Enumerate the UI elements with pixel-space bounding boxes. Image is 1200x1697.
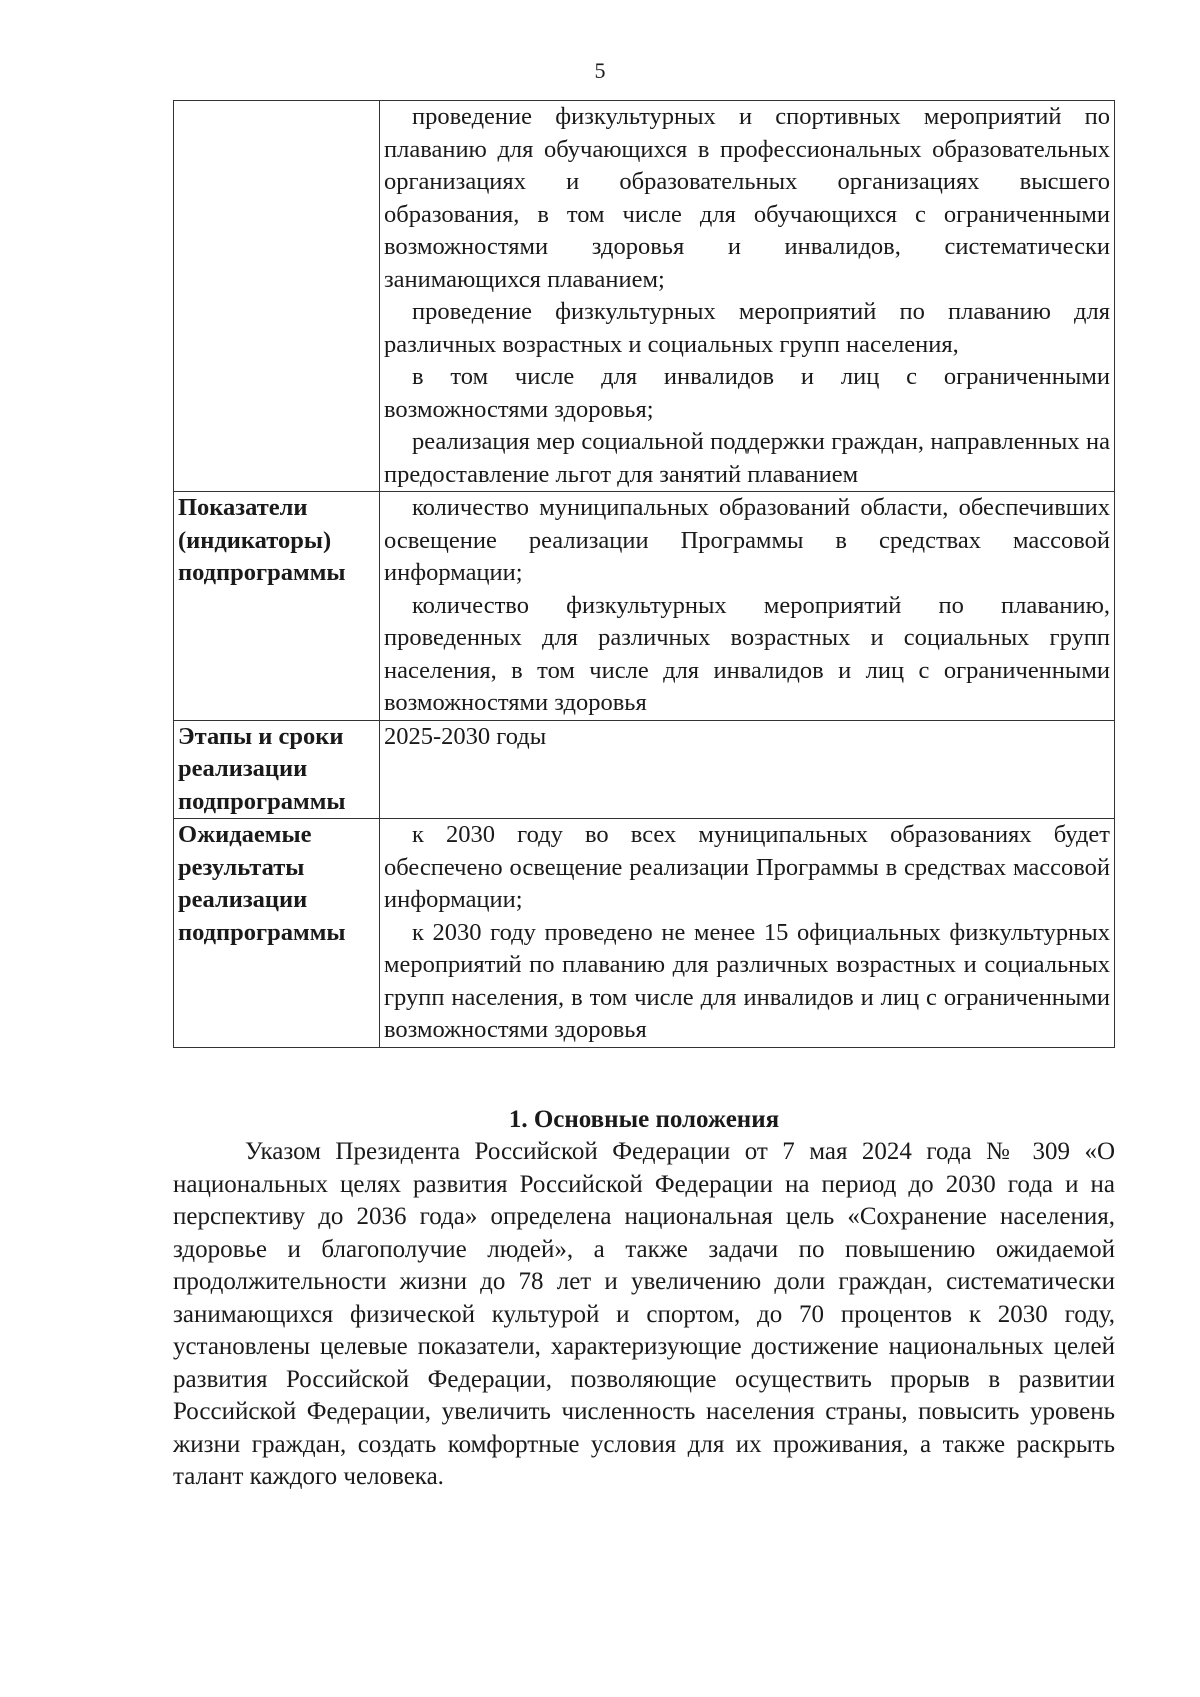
table-row-results bbox=[174, 819, 1115, 1048]
row-paragraph: количество муниципальных образований области, обеспечивших освещение реализации Программы в средствах массовой информации; bbox=[384, 494, 1110, 586]
subprogram-passport-table bbox=[173, 100, 1115, 1048]
row-label: Этапы и сроки реализации подпрограммы bbox=[174, 720, 380, 819]
row-value bbox=[380, 101, 1115, 492]
row-label: Ожидаемые результаты реализации подпрограммы bbox=[174, 819, 380, 1048]
row-label bbox=[174, 101, 380, 492]
section-heading: 1. Основные положения bbox=[508, 1106, 780, 1133]
main-provisions-section bbox=[173, 1103, 1115, 1494]
table-row-stages bbox=[174, 720, 1115, 819]
table-row-indicators bbox=[174, 492, 1115, 721]
row-paragraph: проведение физкультурных и спортивных мероприятий по плаванию для обучающихся в профессиональных образовательных организациях и образовательных организациях высшего образования, в том числе для обучающихся с ограниченными возможностями здоровья и инвалидов, систематически занимающихся плаванием; bbox=[384, 103, 1110, 293]
row-label: Показатели (индикаторы) подпрограммы bbox=[174, 492, 380, 721]
row-paragraph: 2025-2030 годы bbox=[384, 722, 547, 750]
section-paragraph: Указом Президента Российской Федерации от 7 мая 2024 года № 309 «О национальных целях развития Российской Федерации на период до 2030 года и на перспективу до 2036 года» определена национальная цель «Сохранение населения, здоровье и благополучие людей», а также задачи по повышению ожидаемой продолжительности жизни до 78 лет и увеличению доли граждан, систематически занимающихся физической культурой и спортом, до 70 процентов к 2030 году, установлены целевые показатели, характеризующие достижение национальных целей развития Российской Федерации, позволяющие осуществить прорыв в развитии Российской Федерации, увеличить численность населения страны, повысить уровень жизни граждан, создать комфортные условия для их проживания, а также раскрыть талант каждого человека. bbox=[173, 1138, 1115, 1490]
page-number: 5 bbox=[594, 58, 606, 83]
table-row-activities bbox=[174, 101, 1115, 492]
row-paragraph: количество физкультурных мероприятий по плаванию, проведенных для различных возрастных и социальных групп населения, в том числе для инвалидов и лиц с ограниченными возможностями здоровья bbox=[384, 591, 1110, 716]
row-value bbox=[380, 492, 1115, 721]
row-value bbox=[380, 720, 1115, 819]
row-value bbox=[380, 819, 1115, 1048]
row-paragraph: к 2030 году проведено не менее 15 официальных физкультурных мероприятий по плаванию для различных возрастных и социальных групп населения, в том числе для инвалидов и лиц с ограниченными возможностями здоровья bbox=[384, 918, 1110, 1043]
row-paragraph: в том числе для инвалидов и лиц с ограниченными возможностями здоровья; bbox=[384, 363, 1110, 423]
row-paragraph: проведение физкультурных мероприятий по плаванию для различных возрастных и социальных групп населения, bbox=[384, 298, 1110, 358]
row-paragraph: к 2030 году во всех муниципальных образованиях будет обеспечено освещение реализации Программы в средствах массовой информации; bbox=[384, 821, 1110, 913]
row-paragraph: реализация мер социальной поддержки граждан, направленных на предоставление льгот для занятий плаванием bbox=[384, 428, 1110, 488]
